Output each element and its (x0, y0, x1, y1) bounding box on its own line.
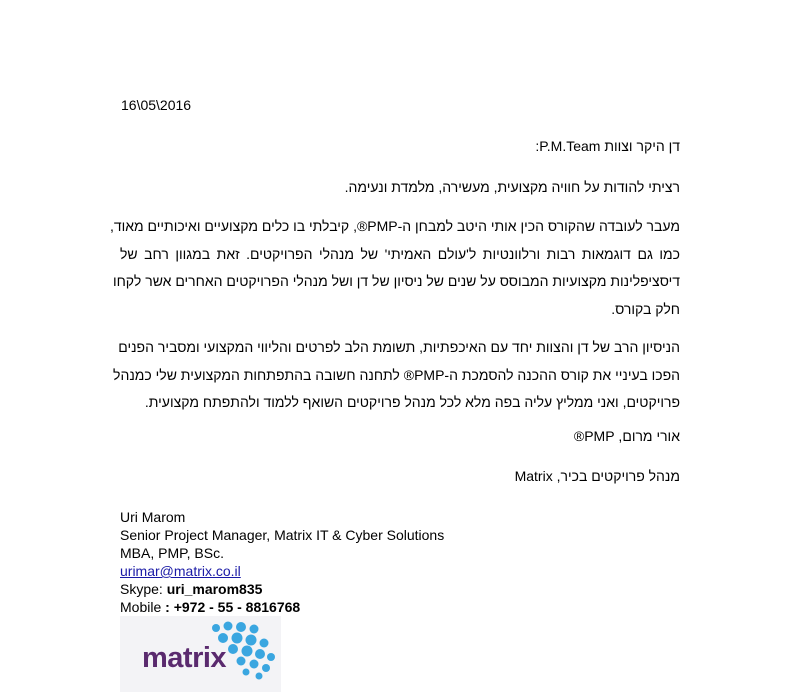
skype-value: uri_marom835 (166, 581, 263, 597)
letter-paragraph-2 (109, 213, 680, 323)
paragraph-2-line: דיסציפלינות מקצועיות המבוסס על שנים של ניסיון של דן ושל מנהלי הפרויקטים האחרים אשר לקחו (112, 273, 680, 289)
signature-mobile (120, 598, 444, 616)
email-link[interactable]: urimar@matrix.co.il (120, 563, 241, 579)
paragraph-2-line: חלק בקורס. (611, 300, 680, 317)
paragraph-3-line: פרויקטים, ואני ממליץ עליה בפה מלא לכל מנהל פרויקטים השואף ללמוד ולהתפתח מקצועית. (144, 394, 680, 410)
paragraph-3-line: הניסיון הרב של דן והצוות יחד עם האיכפתיות, תשומת הלב לפרטים והליווי המקצועי ומסביר הפנים (118, 339, 680, 355)
paragraph-2-line: כמו גם דוגמאות רבות ורלוונטיות ל'עולם האמיתי' של מנהלי הפרויקטים. זאת במגוון רחב של (120, 245, 680, 262)
paragraph-2-line: מעבר לעובדה שהקורס הכין אותי היטב למבחן ה-PMP®, קיבלתי בו כלים מקצועיים ואיכותיים מאוד, (109, 218, 680, 234)
matrix-logo (120, 616, 281, 692)
closing-title: מנהל פרויקטים בכיר, Matrix (514, 468, 680, 484)
signature-name: Uri Marom (120, 509, 186, 525)
letter-paragraph-3 (113, 334, 680, 417)
signature-block (120, 508, 444, 616)
paragraph-3-line: הפכו בעיניי את קורס ההכנה להסמכת ה-PMP® לתחנה חשובה בהתפתחות המקצועית שלי כמנהל (113, 366, 680, 383)
matrix-wordmark: matrix (142, 642, 227, 674)
letter-greeting: דן היקר וצוות P.M.Team: (535, 138, 680, 154)
signature-skype (120, 580, 444, 598)
mobile-value: : +972 - 55 - 8816768 (165, 599, 301, 615)
closing-name: אורי מרום, PMP® (573, 428, 680, 444)
skype-label: Skype: (120, 581, 167, 597)
letter-paragraph-1: רציתי להודות על חוויה מקצועית, מעשירה, מלמדת ונעימה. (344, 179, 680, 195)
letter-date: 16\05\2016 (121, 97, 192, 113)
signature-degrees: MBA, PMP, BSc. (120, 545, 224, 561)
signature-title: Senior Project Manager, Matrix IT & Cyber Solutions (120, 527, 445, 543)
mobile-label: Mobile (120, 599, 166, 615)
